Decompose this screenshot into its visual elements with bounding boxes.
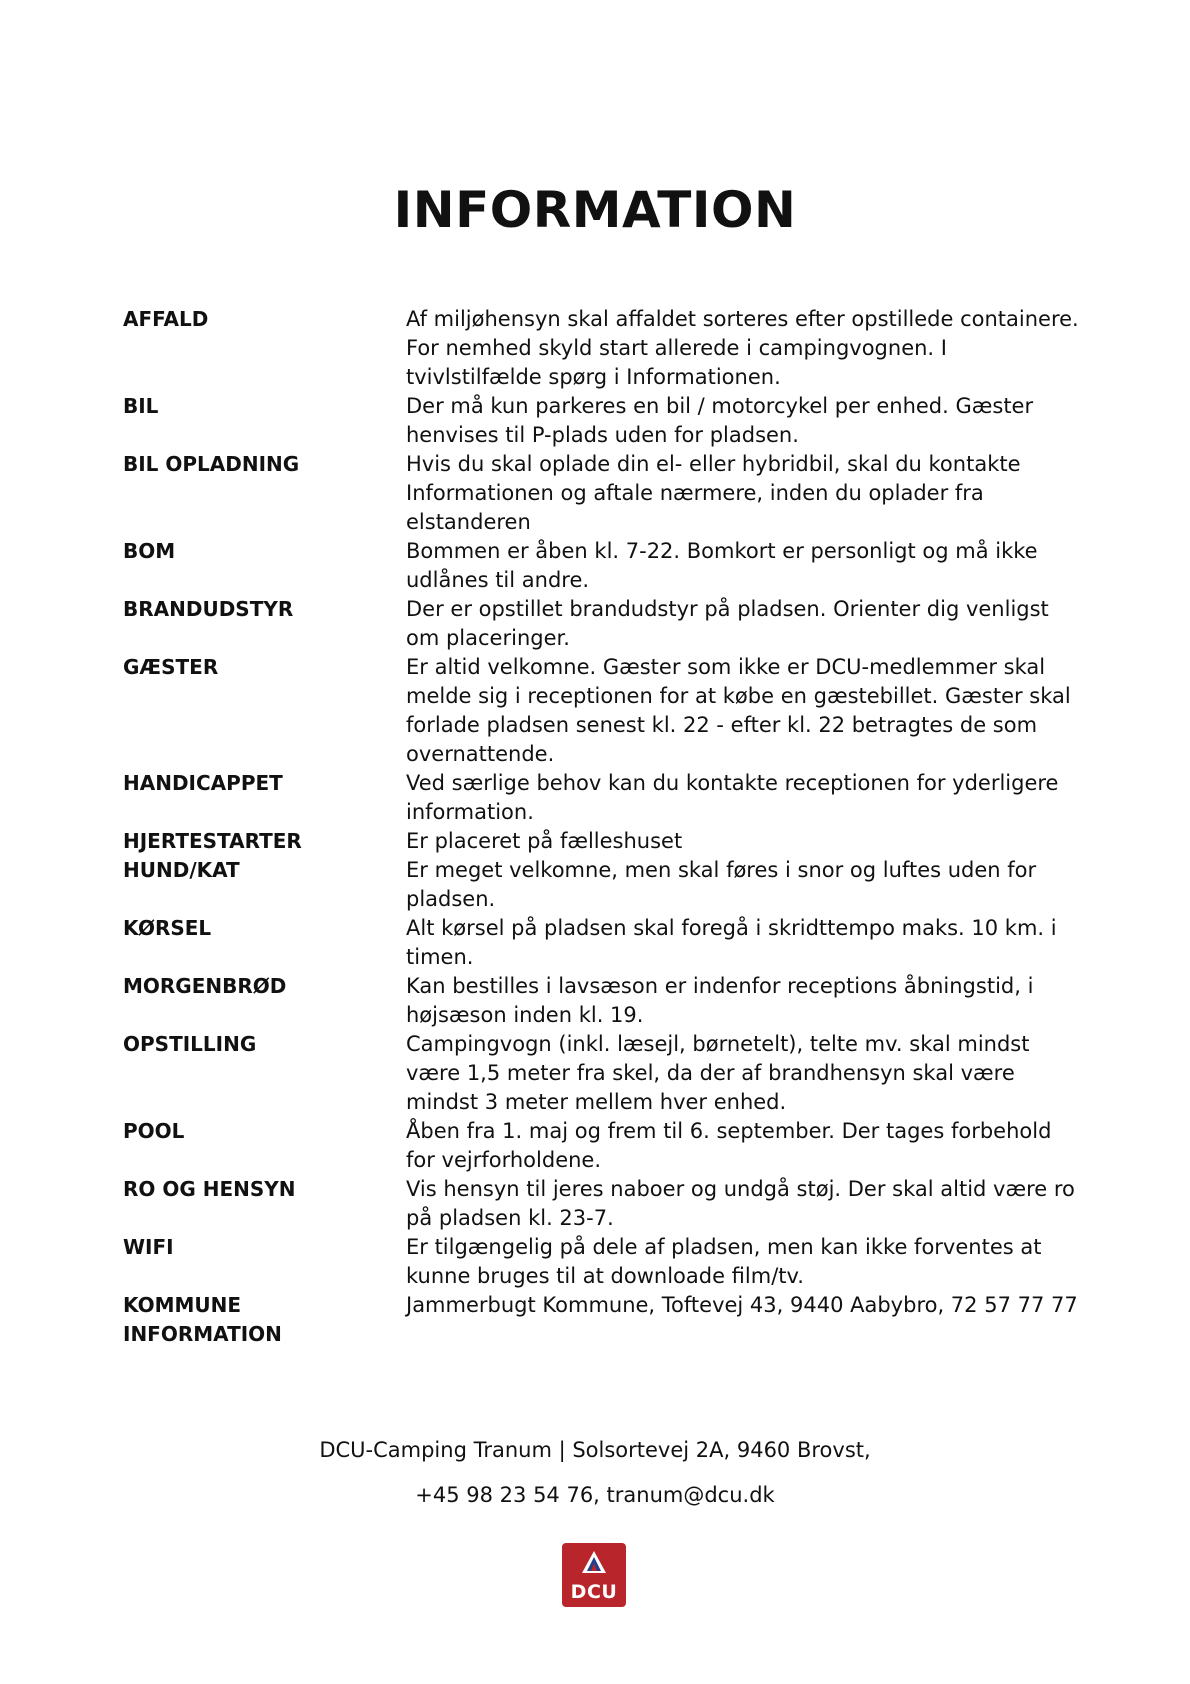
info-term: AFFALD bbox=[123, 307, 209, 331]
info-description: Ved særlige behov kan du kontakte receptionen for yderligere information. bbox=[406, 771, 1059, 824]
info-row-ro-og-hensyn bbox=[123, 1175, 1083, 1233]
info-row-wifi bbox=[123, 1233, 1083, 1291]
info-description: Alt kørsel på pladsen skal foregå i skridttempo maks. 10 km. i timen. bbox=[406, 916, 1057, 969]
info-description: Hvis du skal oplade din el- eller hybridbil, skal du kontakte Informationen og aftale nærmere, inden du oplader fra elstanderen bbox=[406, 452, 1021, 534]
info-term: POOL bbox=[123, 1119, 185, 1143]
info-row-gaester bbox=[123, 653, 1083, 769]
information-list bbox=[123, 305, 1083, 1349]
info-row-morgenbroed bbox=[123, 972, 1083, 1030]
info-row-brandudstyr bbox=[123, 595, 1083, 653]
info-row-handicappet bbox=[123, 769, 1083, 827]
info-description: Er tilgængelig på dele af pladsen, men kan ikke forventes at kunne bruges til at downloade film/tv. bbox=[406, 1235, 1042, 1288]
info-row-kommune-information bbox=[123, 1291, 1083, 1349]
info-description: Er altid velkomne. Gæster som ikke er DCU-medlemmer skal melde sig i receptionen for at købe en gæstebillet. Gæster skal forlade pladsen senest kl. 22 - efter kl. 22 betragtes de som overnattende. bbox=[406, 655, 1071, 766]
dcu-logo bbox=[562, 1543, 626, 1607]
info-term: HJERTESTARTER bbox=[123, 829, 302, 853]
info-description: Jammerbugt Kommune, Toftevej 43, 9440 Aabybro, 72 57 77 77 bbox=[406, 1293, 1078, 1317]
info-term: HUND/KAT bbox=[123, 858, 240, 882]
info-term: KØRSEL bbox=[123, 916, 212, 940]
info-term: RO OG HENSYN bbox=[123, 1177, 296, 1201]
logo-text: DCU bbox=[570, 1581, 618, 1603]
info-row-bil bbox=[123, 392, 1083, 450]
info-row-pool bbox=[123, 1117, 1083, 1175]
info-description: Der er opstillet brandudstyr på pladsen. Orienter dig venligst om placeringer. bbox=[406, 597, 1049, 650]
info-description: Åben fra 1. maj og frem til 6. september. Der tages forbehold for vejrforholdene. bbox=[406, 1119, 1052, 1172]
info-description: Vis hensyn til jeres naboer og undgå støj. Der skal altid være ro på pladsen kl. 23-7. bbox=[406, 1177, 1075, 1230]
info-row-hjertestarter bbox=[123, 827, 1083, 856]
info-description: Bommen er åben kl. 7-22. Bomkort er personligt og må ikke udlånes til andre. bbox=[406, 539, 1038, 592]
info-row-affald bbox=[123, 305, 1083, 392]
info-row-hund-kat bbox=[123, 856, 1083, 914]
info-term: BOM bbox=[123, 539, 176, 563]
info-description: Campingvogn (inkl. læsejl, børnetelt), telte mv. skal mindst være 1,5 meter fra skel, da der af brandhensyn skal være mindst 3 meter mellem hver enhed. bbox=[406, 1032, 1030, 1114]
info-term: WIFI bbox=[123, 1235, 174, 1259]
info-description: Er meget velkomne, men skal føres i snor og luftes uden for pladsen. bbox=[406, 858, 1037, 911]
info-row-bil-opladning bbox=[123, 450, 1083, 537]
info-term: GÆSTER bbox=[123, 655, 219, 679]
info-term: MORGENBRØD bbox=[123, 974, 287, 998]
footer-contact: +45 98 23 54 76, tranum@dcu.dk bbox=[415, 1483, 775, 1507]
info-term: BIL OPLADNING bbox=[123, 452, 300, 476]
info-term: KOMMUNE INFORMATION bbox=[123, 1293, 282, 1346]
info-description: Der må kun parkeres en bil / motorcykel per enhed. Gæster henvises til P-plads uden for pladsen. bbox=[406, 394, 1034, 447]
info-description: Af miljøhensyn skal affaldet sorteres efter opstillede containere. For nemhed skyld start allerede i campingvognen. I tvivlstilfælde spørg i Informationen. bbox=[406, 307, 1079, 389]
info-term: BRANDUDSTYR bbox=[123, 597, 294, 621]
tent-icon bbox=[580, 1549, 608, 1575]
info-description: Kan bestilles i lavsæson er indenfor receptions åbningstid, i højsæson inden kl. 19. bbox=[406, 974, 1034, 1027]
info-row-koersel bbox=[123, 914, 1083, 972]
info-term: HANDICAPPET bbox=[123, 771, 283, 795]
info-term: BIL bbox=[123, 394, 159, 418]
info-description: Er placeret på fælleshuset bbox=[406, 829, 683, 853]
info-row-bom bbox=[123, 537, 1083, 595]
info-term: OPSTILLING bbox=[123, 1032, 257, 1056]
footer-address: DCU-Camping Tranum | Solsortevej 2A, 9460 Brovst, bbox=[319, 1438, 871, 1462]
page-title: INFORMATION bbox=[393, 181, 797, 239]
info-row-opstilling bbox=[123, 1030, 1083, 1117]
